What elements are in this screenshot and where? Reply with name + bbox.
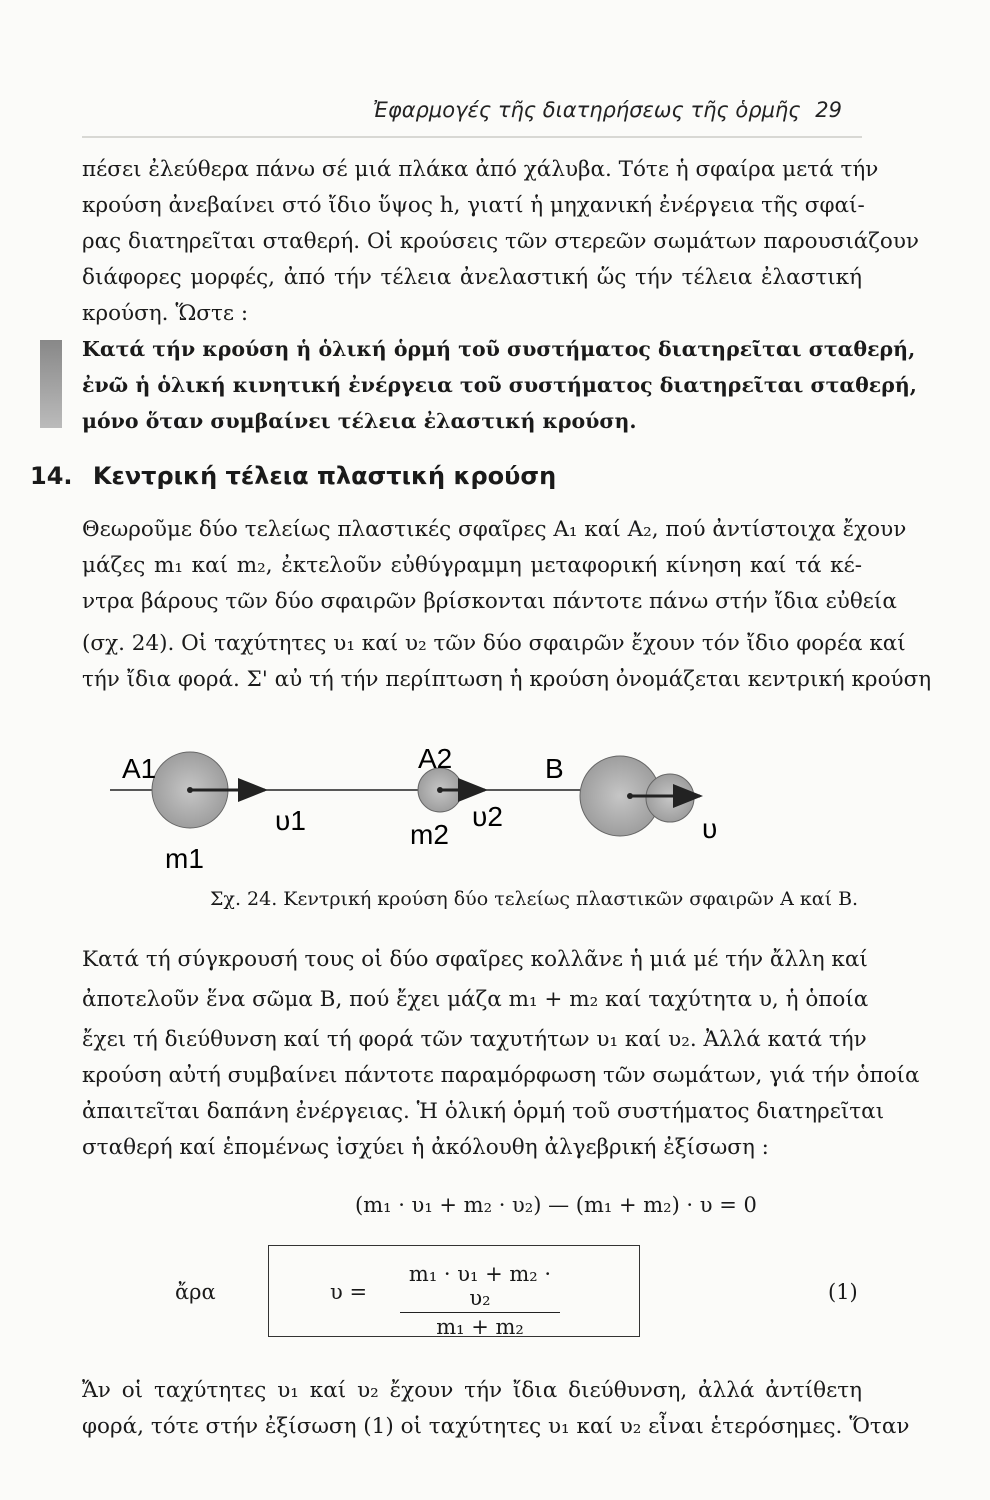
text-line: μόνο ὅταν συμβαίνει τέλεια ἐλαστική κρούση. [82,409,637,433]
fraction-numerator: m₁ · υ₁ + m₂ · υ₂ [400,1262,560,1313]
text-line: κρούση αὐτή συμβαίνει πάντοτε παραμόρφωση τῶν σωμάτων, γιά τήν ὁποία [82,1063,920,1088]
intro-paragraph [82,152,919,332]
section-heading [30,462,556,490]
label-m1: m1 [165,843,204,874]
text-line: Κατά τήν κρούση ἡ ὁλική ὁρμή τοῦ συστήματος διατηρεῖται σταθερή, [82,337,916,361]
therefore-word: ἄρα [175,1280,216,1304]
momentum-equation: (m₁ · υ₁ + m₂ · υ₂) — (m₁ + m₂) · υ = 0 [355,1193,757,1217]
section-title: Κεντρική τέλεια πλαστική κρούση [92,462,557,490]
label-m2: m2 [410,819,449,850]
equation-lhs: υ = [330,1280,368,1304]
text-line: ἀποτελοῦν ἕνα σῶμα B, πού ἔχει μάζα m₁ + m₂ καί ταχύτητα υ, ἡ ὁποία [82,987,869,1012]
text-line: (σχ. 24). Οἱ ταχύτητες υ₁ καί υ₂ τῶν δύο σφαιρῶν ἔχουν τόν ἴδιο φορέα καί [82,631,906,656]
text-line: τήν ἴδια φορά. Σ' αὐ τή τήν περίπτωση ἡ κρούση ὀνομάζεται κεντρική κρούση [82,667,932,692]
text-line: κρούση ἀνεβαίνει στό ἴδιο ὕψος h, γιατί ἡ μηχανική ἐνέργεια τῆς σφαί- [82,193,865,218]
text-line: διάφορες μορφές, ἀπό τήν τέλεια ἀνελαστική ὥς τήν τέλεια ἐλαστική [82,265,862,290]
text-line: ντρα βάρους τῶν δύο σφαιρῶν βρίσκονται πάντοτε πάνω στήν ἴδια εὐθεία [82,589,897,614]
label-v1: υ1 [275,805,306,836]
section-number: 14. [30,462,73,490]
closing-paragraph [82,1373,910,1445]
text-line: ρας διατηρεῖται σταθερή. Οἱ κρούσεις τῶν στερεῶν σωμάτων παρουσιάζουν [82,229,919,254]
label-a1: A1 [122,753,157,784]
fraction-denominator: m₁ + m₂ [436,1315,524,1339]
definition-paragraph [82,512,932,698]
text-line: μάζες m₁ καί m₂, ἐκτελοῦν εὐθύγραμμη μεταφορική κίνηση καί τά κέ- [82,553,862,578]
text-line: κρούση. Ὥστε : [82,301,249,326]
velocity-fraction [400,1262,560,1339]
label-v2: υ2 [472,801,503,832]
text-line: φορά, τότε στήν ἐξίσωση (1) οἱ ταχύτητες υ₁ καί υ₂ εἶναι ἑτερόσημες. Ὅταν [82,1414,910,1439]
text-line: ἐνῶ ἡ ὁλική κινητική ἐνέργεια τοῦ συστήματος διατηρεῖται σταθερή, [82,373,917,397]
text-line: ἔχει τή διεύθυνση καί τή φορά τῶν ταχυτήτων υ₁ καί υ₂. Ἀλλά κατά τήν [82,1027,867,1052]
label-a2: A2 [418,743,453,774]
text-line: ἀπαιτεῖται δαπάνη ἐνέργειας. Ἡ ὁλική ὁρμή τοῦ συστήματος διατηρεῖται [82,1099,885,1124]
text-line: Κατά τή σύγκρουσή τους οἱ δύο σφαῖρες κολλᾶνε ἡ μιά μέ τήν ἄλλη καί [82,947,868,972]
merged-body-small [646,774,694,822]
header-rule [82,136,862,138]
text-line: Ἄν οἱ ταχύτητες υ₁ καί υ₂ ἔχουν τήν ἴδια διεύθυνση, ἀλλά ἀντίθετη [82,1378,862,1403]
label-v: υ [702,813,718,844]
margin-bar [40,340,62,428]
running-header [82,98,842,122]
figure-caption: Σχ. 24. Κεντρική κρούση δύο τελείως πλαστικῶν σφαιρῶν Α καί Β. [210,888,859,910]
label-b: B [545,753,564,784]
law-statement [82,331,917,439]
collision-figure [100,738,800,878]
text-line: σταθερή καί ἑπομένως ἰσχύει ἡ ἀκόλουθη ἀλγεβρική ἐξίσωση : [82,1135,769,1160]
result-paragraph [82,942,920,1166]
running-title: Ἐφαρμογές τῆς διατηρήσεως τῆς ὁρμῆς [372,98,801,122]
text-line: πέσει ἐλεύθερα πάνω σέ μιά πλάκα ἀπό χάλυβα. Τότε ἡ σφαίρα μετά τήν [82,157,879,182]
text-line: Θεωροῦμε δύο τελείως πλαστικές σφαῖρες A₁ καί A₂, πού ἀντίστοιχα ἔχουν [82,517,907,542]
equation-number: (1) [828,1280,858,1304]
page-number: 29 [815,98,842,122]
